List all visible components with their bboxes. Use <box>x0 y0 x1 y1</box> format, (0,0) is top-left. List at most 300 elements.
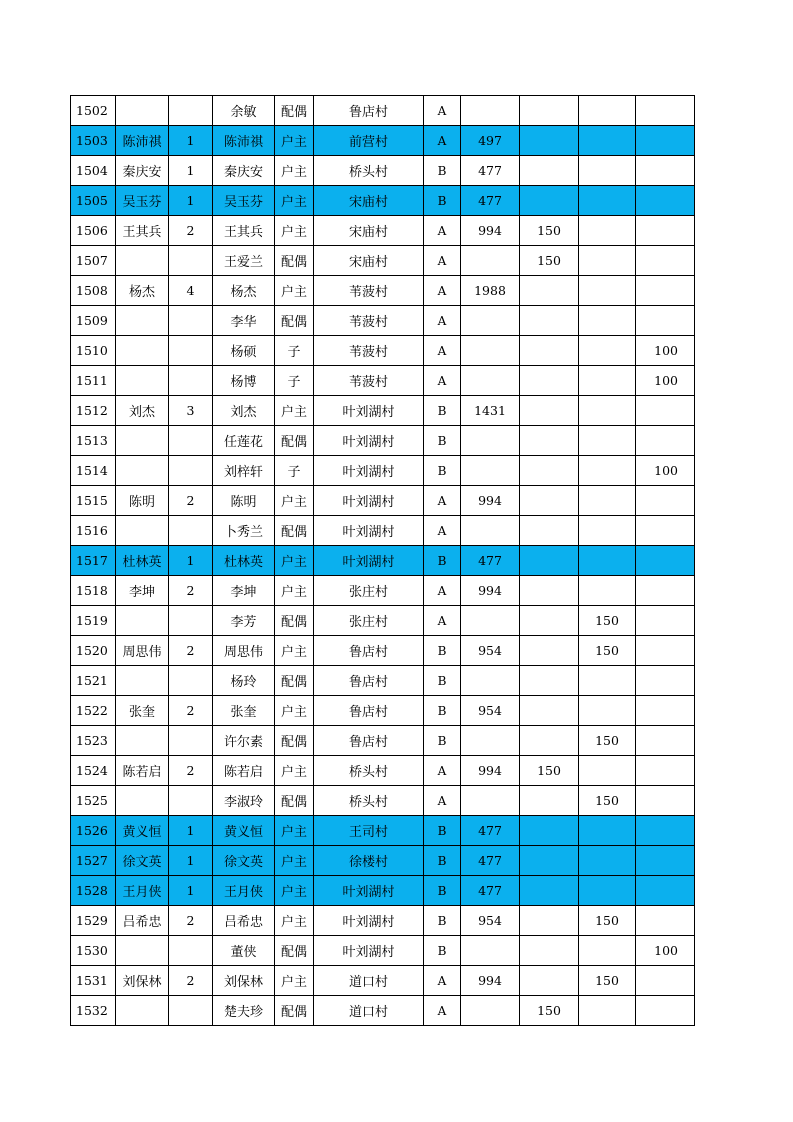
category-cell: B <box>424 936 461 966</box>
household-size-cell: 3 <box>169 396 213 426</box>
amount-c-cell <box>579 936 636 966</box>
member-name-cell: 陈明 <box>213 486 275 516</box>
category-cell: A <box>424 786 461 816</box>
amount-a-cell: 477 <box>461 876 520 906</box>
member-name-cell: 杜林英 <box>213 546 275 576</box>
amount-b-cell <box>520 156 579 186</box>
table-row <box>71 636 695 666</box>
household-size-cell <box>169 726 213 756</box>
member-name-cell: 董侠 <box>213 936 275 966</box>
village-cell: 叶刘湖村 <box>314 396 424 426</box>
member-name-cell: 李坤 <box>213 576 275 606</box>
relation-cell: 户主 <box>275 966 314 996</box>
table-row <box>71 666 695 696</box>
table-row <box>71 126 695 156</box>
amount-c-cell <box>579 876 636 906</box>
amount-a-cell <box>461 366 520 396</box>
amount-b-cell <box>520 636 579 666</box>
amount-a-cell: 994 <box>461 216 520 246</box>
category-cell: B <box>424 816 461 846</box>
relation-cell: 配偶 <box>275 936 314 966</box>
household-head-cell <box>116 996 169 1026</box>
relation-cell: 户主 <box>275 696 314 726</box>
household-size-cell: 2 <box>169 696 213 726</box>
member-name-cell: 王爱兰 <box>213 246 275 276</box>
relation-cell: 配偶 <box>275 996 314 1026</box>
amount-d-cell: 100 <box>636 336 695 366</box>
amount-a-cell: 477 <box>461 186 520 216</box>
row-number-cell: 1529 <box>71 906 116 936</box>
household-head-cell: 陈明 <box>116 486 169 516</box>
amount-d-cell <box>636 606 695 636</box>
amount-b-cell <box>520 96 579 126</box>
table-row <box>71 996 695 1026</box>
amount-a-cell <box>461 786 520 816</box>
household-size-cell <box>169 936 213 966</box>
amount-a-cell: 1431 <box>461 396 520 426</box>
table-row <box>71 786 695 816</box>
household-size-cell <box>169 606 213 636</box>
amount-d-cell <box>636 786 695 816</box>
amount-b-cell <box>520 336 579 366</box>
row-number-cell: 1513 <box>71 426 116 456</box>
village-cell: 叶刘湖村 <box>314 546 424 576</box>
relation-cell: 户主 <box>275 396 314 426</box>
amount-c-cell <box>579 366 636 396</box>
member-name-cell: 刘保林 <box>213 966 275 996</box>
household-size-cell: 2 <box>169 966 213 996</box>
amount-d-cell <box>636 96 695 126</box>
amount-b-cell <box>520 546 579 576</box>
category-cell: B <box>424 906 461 936</box>
amount-d-cell <box>636 426 695 456</box>
category-cell: B <box>424 186 461 216</box>
village-cell: 叶刘湖村 <box>314 456 424 486</box>
amount-c-cell <box>579 516 636 546</box>
village-cell: 苇菠村 <box>314 306 424 336</box>
category-cell: B <box>424 546 461 576</box>
amount-c-cell <box>579 486 636 516</box>
amount-d-cell <box>636 966 695 996</box>
table-row <box>71 486 695 516</box>
relation-cell: 户主 <box>275 576 314 606</box>
amount-c-cell <box>579 696 636 726</box>
row-number-cell: 1505 <box>71 186 116 216</box>
relation-cell: 户主 <box>275 906 314 936</box>
household-size-cell: 1 <box>169 816 213 846</box>
category-cell: B <box>424 396 461 426</box>
village-cell: 宋庙村 <box>314 186 424 216</box>
table-row <box>71 876 695 906</box>
household-size-cell <box>169 666 213 696</box>
village-cell: 鲁店村 <box>314 96 424 126</box>
amount-d-cell: 100 <box>636 366 695 396</box>
amount-d-cell <box>636 666 695 696</box>
household-size-cell: 1 <box>169 156 213 186</box>
category-cell: A <box>424 216 461 246</box>
amount-c-cell <box>579 336 636 366</box>
row-number-cell: 1511 <box>71 366 116 396</box>
household-size-cell: 2 <box>169 486 213 516</box>
amount-b-cell <box>520 846 579 876</box>
village-cell: 鲁店村 <box>314 726 424 756</box>
household-head-cell <box>116 516 169 546</box>
amount-d-cell <box>636 906 695 936</box>
amount-b-cell <box>520 906 579 936</box>
row-number-cell: 1518 <box>71 576 116 606</box>
relation-cell: 配偶 <box>275 246 314 276</box>
table-row <box>71 546 695 576</box>
amount-c-cell <box>579 816 636 846</box>
amount-a-cell <box>461 246 520 276</box>
member-name-cell: 杨硕 <box>213 336 275 366</box>
relation-cell: 户主 <box>275 636 314 666</box>
amount-b-cell <box>520 816 579 846</box>
household-size-cell <box>169 516 213 546</box>
amount-d-cell <box>636 276 695 306</box>
village-cell: 宋庙村 <box>314 216 424 246</box>
household-size-cell: 1 <box>169 546 213 576</box>
amount-c-cell <box>579 246 636 276</box>
member-name-cell: 刘杰 <box>213 396 275 426</box>
amount-a-cell <box>461 456 520 486</box>
member-name-cell: 杨博 <box>213 366 275 396</box>
amount-c-cell <box>579 576 636 606</box>
village-cell: 叶刘湖村 <box>314 906 424 936</box>
category-cell: B <box>424 666 461 696</box>
amount-d-cell: 100 <box>636 936 695 966</box>
household-head-cell: 陈沛祺 <box>116 126 169 156</box>
household-head-cell: 张奎 <box>116 696 169 726</box>
amount-b-cell <box>520 936 579 966</box>
row-number-cell: 1526 <box>71 816 116 846</box>
member-name-cell: 任莲花 <box>213 426 275 456</box>
relation-cell: 户主 <box>275 846 314 876</box>
amount-a-cell <box>461 96 520 126</box>
table-row <box>71 456 695 486</box>
member-name-cell: 黄义恒 <box>213 816 275 846</box>
village-cell: 桥头村 <box>314 156 424 186</box>
amount-c-cell <box>579 846 636 876</box>
household-head-cell: 杜林英 <box>116 546 169 576</box>
amount-a-cell: 994 <box>461 966 520 996</box>
household-head-cell <box>116 456 169 486</box>
household-head-cell <box>116 726 169 756</box>
amount-d-cell <box>636 696 695 726</box>
table-row <box>71 336 695 366</box>
row-number-cell: 1515 <box>71 486 116 516</box>
amount-d-cell <box>636 156 695 186</box>
row-number-cell: 1530 <box>71 936 116 966</box>
household-size-cell <box>169 336 213 366</box>
amount-a-cell: 994 <box>461 576 520 606</box>
row-number-cell: 1506 <box>71 216 116 246</box>
amount-c-cell <box>579 666 636 696</box>
village-cell: 苇菠村 <box>314 276 424 306</box>
table-row <box>71 966 695 996</box>
row-number-cell: 1528 <box>71 876 116 906</box>
table-row <box>71 936 695 966</box>
category-cell: A <box>424 306 461 336</box>
relation-cell: 户主 <box>275 816 314 846</box>
relation-cell: 户主 <box>275 156 314 186</box>
relation-cell: 子 <box>275 336 314 366</box>
relation-cell: 户主 <box>275 756 314 786</box>
row-number-cell: 1503 <box>71 126 116 156</box>
household-size-cell: 2 <box>169 576 213 606</box>
amount-c-cell <box>579 126 636 156</box>
household-size-cell: 2 <box>169 216 213 246</box>
amount-a-cell <box>461 666 520 696</box>
village-cell: 鲁店村 <box>314 636 424 666</box>
household-size-cell <box>169 366 213 396</box>
village-cell: 徐楼村 <box>314 846 424 876</box>
category-cell: B <box>424 846 461 876</box>
member-name-cell: 王其兵 <box>213 216 275 246</box>
household-head-cell: 徐文英 <box>116 846 169 876</box>
relation-cell: 子 <box>275 456 314 486</box>
household-head-cell: 陈若启 <box>116 756 169 786</box>
amount-d-cell <box>636 756 695 786</box>
village-cell: 鲁店村 <box>314 666 424 696</box>
relation-cell: 户主 <box>275 546 314 576</box>
table-row <box>71 96 695 126</box>
village-cell: 叶刘湖村 <box>314 486 424 516</box>
table-row <box>71 516 695 546</box>
amount-d-cell <box>636 816 695 846</box>
amount-c-cell <box>579 456 636 486</box>
household-size-cell: 1 <box>169 126 213 156</box>
amount-d-cell <box>636 576 695 606</box>
table-row <box>71 816 695 846</box>
amount-c-cell <box>579 306 636 336</box>
village-cell: 道口村 <box>314 996 424 1026</box>
amount-a-cell <box>461 516 520 546</box>
member-name-cell: 陈若启 <box>213 756 275 786</box>
amount-b-cell <box>520 726 579 756</box>
member-name-cell: 李淑玲 <box>213 786 275 816</box>
row-number-cell: 1520 <box>71 636 116 666</box>
relation-cell: 户主 <box>275 276 314 306</box>
household-head-cell <box>116 606 169 636</box>
household-head-cell: 周思伟 <box>116 636 169 666</box>
row-number-cell: 1509 <box>71 306 116 336</box>
table-row <box>71 396 695 426</box>
member-name-cell: 李芳 <box>213 606 275 636</box>
row-number-cell: 1523 <box>71 726 116 756</box>
amount-c-cell <box>579 96 636 126</box>
member-name-cell: 楚夫珍 <box>213 996 275 1026</box>
amount-c-cell <box>579 546 636 576</box>
household-size-cell <box>169 786 213 816</box>
category-cell: A <box>424 96 461 126</box>
amount-a-cell <box>461 936 520 966</box>
amount-d-cell <box>636 396 695 426</box>
table-row <box>71 366 695 396</box>
amount-b-cell <box>520 786 579 816</box>
village-cell: 桥头村 <box>314 786 424 816</box>
amount-c-cell: 150 <box>579 906 636 936</box>
row-number-cell: 1531 <box>71 966 116 996</box>
category-cell: A <box>424 516 461 546</box>
amount-c-cell: 150 <box>579 786 636 816</box>
amount-a-cell: 954 <box>461 906 520 936</box>
category-cell: B <box>424 156 461 186</box>
amount-d-cell <box>636 546 695 576</box>
row-number-cell: 1521 <box>71 666 116 696</box>
row-number-cell: 1519 <box>71 606 116 636</box>
household-head-cell <box>116 336 169 366</box>
amount-a-cell: 994 <box>461 756 520 786</box>
relation-cell: 配偶 <box>275 666 314 696</box>
household-head-cell <box>116 366 169 396</box>
member-name-cell: 陈沛祺 <box>213 126 275 156</box>
category-cell: B <box>424 876 461 906</box>
member-name-cell: 杨玲 <box>213 666 275 696</box>
amount-a-cell <box>461 336 520 366</box>
row-number-cell: 1532 <box>71 996 116 1026</box>
amount-a-cell: 477 <box>461 816 520 846</box>
household-head-cell <box>116 246 169 276</box>
member-name-cell: 刘梓轩 <box>213 456 275 486</box>
relation-cell: 户主 <box>275 186 314 216</box>
category-cell: A <box>424 486 461 516</box>
row-number-cell: 1522 <box>71 696 116 726</box>
village-cell: 宋庙村 <box>314 246 424 276</box>
household-size-cell: 2 <box>169 906 213 936</box>
village-cell: 张庄村 <box>314 606 424 636</box>
table-row <box>71 576 695 606</box>
relation-cell: 配偶 <box>275 516 314 546</box>
table-row <box>71 696 695 726</box>
household-head-cell: 黄义恒 <box>116 816 169 846</box>
relation-cell: 配偶 <box>275 96 314 126</box>
household-head-cell <box>116 96 169 126</box>
household-size-cell <box>169 246 213 276</box>
relation-cell: 配偶 <box>275 426 314 456</box>
category-cell: A <box>424 336 461 366</box>
household-head-cell: 秦庆安 <box>116 156 169 186</box>
amount-b-cell <box>520 306 579 336</box>
amount-b-cell <box>520 426 579 456</box>
row-number-cell: 1527 <box>71 846 116 876</box>
village-cell: 叶刘湖村 <box>314 936 424 966</box>
row-number-cell: 1517 <box>71 546 116 576</box>
amount-c-cell <box>579 276 636 306</box>
amount-b-cell <box>520 276 579 306</box>
relation-cell: 户主 <box>275 486 314 516</box>
member-name-cell: 吴玉芬 <box>213 186 275 216</box>
household-head-cell: 王其兵 <box>116 216 169 246</box>
amount-c-cell <box>579 756 636 786</box>
amount-c-cell <box>579 996 636 1026</box>
table-row <box>71 846 695 876</box>
category-cell: B <box>424 426 461 456</box>
member-name-cell: 李华 <box>213 306 275 336</box>
village-cell: 苇菠村 <box>314 366 424 396</box>
village-cell: 苇菠村 <box>314 336 424 366</box>
row-number-cell: 1525 <box>71 786 116 816</box>
amount-a-cell: 477 <box>461 846 520 876</box>
amount-d-cell <box>636 516 695 546</box>
table-row <box>71 606 695 636</box>
amount-d-cell <box>636 216 695 246</box>
amount-d-cell <box>636 306 695 336</box>
amount-d-cell <box>636 186 695 216</box>
row-number-cell: 1504 <box>71 156 116 186</box>
row-number-cell: 1512 <box>71 396 116 426</box>
household-size-cell: 1 <box>169 846 213 876</box>
amount-b-cell <box>520 516 579 546</box>
amount-d-cell <box>636 846 695 876</box>
relation-cell: 配偶 <box>275 606 314 636</box>
category-cell: B <box>424 696 461 726</box>
amount-b-cell: 150 <box>520 246 579 276</box>
amount-a-cell: 994 <box>461 486 520 516</box>
member-name-cell: 卜秀兰 <box>213 516 275 546</box>
household-head-cell: 刘保林 <box>116 966 169 996</box>
table-row <box>71 426 695 456</box>
amount-b-cell: 150 <box>520 756 579 786</box>
member-name-cell: 余敏 <box>213 96 275 126</box>
household-head-cell: 李坤 <box>116 576 169 606</box>
amount-b-cell: 150 <box>520 996 579 1026</box>
table-row <box>71 726 695 756</box>
amount-b-cell <box>520 576 579 606</box>
category-cell: A <box>424 276 461 306</box>
household-head-cell <box>116 426 169 456</box>
amount-a-cell <box>461 996 520 1026</box>
amount-a-cell: 954 <box>461 696 520 726</box>
row-number-cell: 1510 <box>71 336 116 366</box>
table-row <box>71 156 695 186</box>
household-size-cell: 2 <box>169 636 213 666</box>
amount-d-cell <box>636 486 695 516</box>
category-cell: B <box>424 726 461 756</box>
household-size-cell <box>169 456 213 486</box>
household-size-cell <box>169 996 213 1026</box>
data-table <box>70 95 695 1026</box>
household-size-cell <box>169 306 213 336</box>
amount-a-cell <box>461 306 520 336</box>
village-cell: 叶刘湖村 <box>314 426 424 456</box>
amount-d-cell <box>636 126 695 156</box>
category-cell: B <box>424 636 461 666</box>
amount-d-cell: 100 <box>636 456 695 486</box>
relation-cell: 配偶 <box>275 726 314 756</box>
village-cell: 道口村 <box>314 966 424 996</box>
row-number-cell: 1514 <box>71 456 116 486</box>
relation-cell: 户主 <box>275 876 314 906</box>
village-cell: 叶刘湖村 <box>314 516 424 546</box>
row-number-cell: 1508 <box>71 276 116 306</box>
village-cell: 鲁店村 <box>314 696 424 726</box>
household-size-cell: 2 <box>169 756 213 786</box>
relation-cell: 户主 <box>275 216 314 246</box>
amount-c-cell: 150 <box>579 966 636 996</box>
category-cell: A <box>424 576 461 606</box>
household-size-cell <box>169 426 213 456</box>
amount-b-cell <box>520 966 579 996</box>
amount-a-cell: 1988 <box>461 276 520 306</box>
row-number-cell: 1507 <box>71 246 116 276</box>
amount-d-cell <box>636 996 695 1026</box>
village-cell: 张庄村 <box>314 576 424 606</box>
amount-b-cell <box>520 876 579 906</box>
amount-a-cell: 477 <box>461 546 520 576</box>
household-size-cell: 1 <box>169 876 213 906</box>
amount-c-cell <box>579 216 636 246</box>
